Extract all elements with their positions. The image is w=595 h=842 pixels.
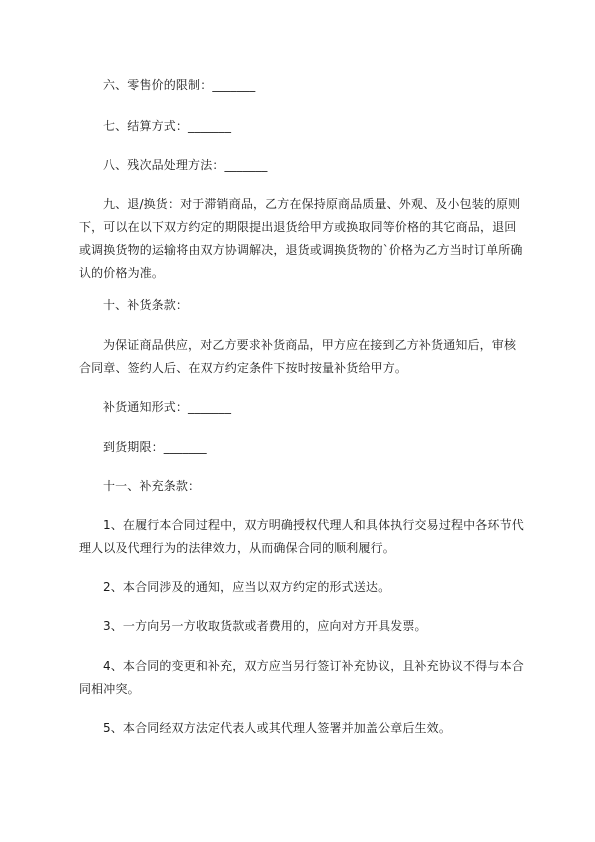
clause-6-retail-price-limit: 六、零售价的限制：_______: [103, 78, 256, 92]
restock-notice-form: 补货通知形式：_______: [103, 400, 232, 414]
supplement-item-3: 3、一方向另一方收取货款或者费用的，应向对方开具发票。: [103, 619, 427, 633]
supplement-item-2: 2、本合同涉及的通知，应当以双方约定的形式送达。: [103, 580, 391, 594]
supplement-item-4: 4、本合同的变更和补充，双方应当另行签订补充协议，且补充协议不得与本合同相冲突。: [79, 659, 524, 696]
clause-8-defective-goods: 八、残次品处理方法：_______: [103, 158, 268, 172]
delivery-deadline: 到货期限：_______: [103, 440, 207, 454]
clause-10-body: 为保证商品供应，对乙方要求补货商品，甲方应在接到乙方补货通知后，审核合同章、签约人后、在双方约定条件下按时按量补货给甲方。: [79, 338, 517, 375]
clause-11-heading: 十一、补充条款：: [103, 479, 201, 493]
clause-7-settlement-method: 七、结算方式：_______: [103, 119, 232, 133]
clause-10-heading: 十、补货条款：: [103, 298, 189, 312]
clause-9-return-exchange: 九、退/换货：对于滞销商品，乙方在保持原商品质量、外观、及小包装的原则下，可以在以下双方约定的期限提出退货给甲方或换取同等价格的其它商品，退回或调换货物的运输将由双方协调解决，退货或调换货物的`价格为乙方当时订单所确认的价格为准。: [79, 197, 523, 280]
supplement-item-1: 1、在履行本合同过程中，双方明确授权代理人和具体执行交易过程中各环节代理人以及代理行为的法律效力，从而确保合同的顺利履行。: [79, 518, 524, 555]
supplement-item-5: 5、本合同经双方法定代表人或其代理人签署并加盖公章后生效。: [103, 721, 451, 735]
